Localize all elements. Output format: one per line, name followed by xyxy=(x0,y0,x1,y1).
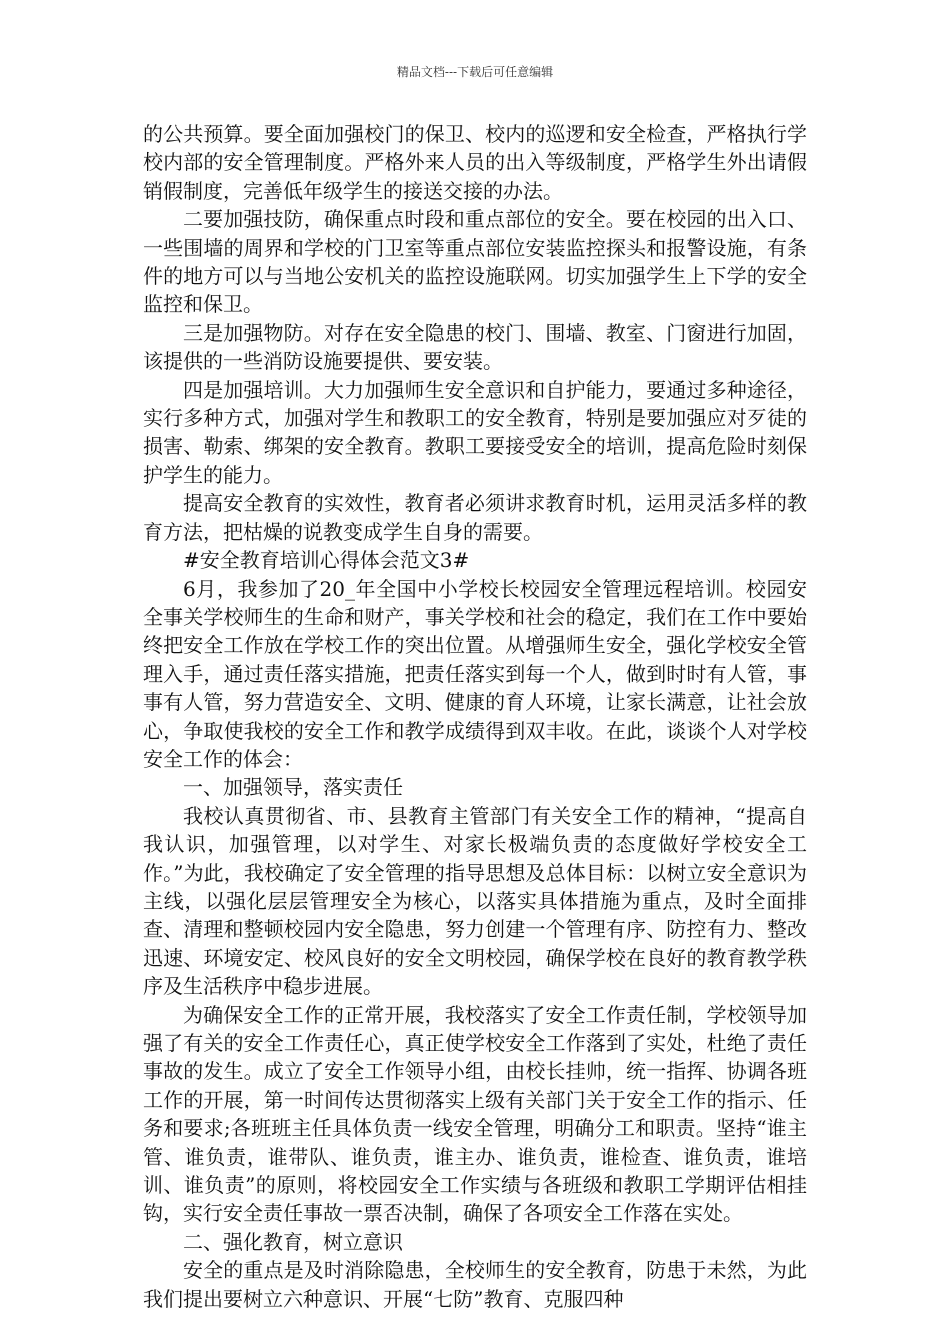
paragraph-guiding-ideology: 我校认真贯彻省、市、县教育主管部门有关安全工作的精神，“提高自我认识，加强管理，以对学生、对家长极端负责的态度做好学校安全工作。”为此，我校确定了安全管理的指导思想及总体目标：以树立安全意识为主线，以强化层层管理安全为核心，以落实具体措施为重点，及时全面排查、清理和整顿校园内安全隐患，努力创建一个管理有序、防控有力、整改迅速、环境安定、校风良好的安全文明校园，确保学校在良好的教育教学秩序及生活秩序中稳步进展。 xyxy=(143,803,807,999)
paragraph-education-effectiveness: 提高安全教育的实效性，教育者必须讲求教育时机，运用灵活多样的教育方法，把枯燥的说教变成学生自身的需要。 xyxy=(143,491,807,544)
subheading-education-awareness: 二、强化教育，树立意识 xyxy=(183,1229,403,1254)
document-body xyxy=(143,120,807,1313)
paragraph-hazard-elimination: 安全的重点是及时消除隐患，全校师生的安全教育，防患于未然，为此我们提出要树立六种意识、开展“七防”教育、克服四种 xyxy=(143,1258,807,1311)
paragraph-continued-budget: 的公共预算。要全面加强校门的保卫、校内的巡逻和安全检查，严格执行学校内部的安全管理制度。严格外来人员的出入等级制度，严格学生外出请假销假制度，完善低年级学生的接送交接的办法。 xyxy=(143,122,807,203)
paragraph-remote-training: 6月，我参加了20_年全国中小学校长校园安全管理远程培训。校园安全事关学校师生的生命和财产，事关学校和社会的稳定，我们在工作中要始终把安全工作放在学校工作的突出位置。从增强师生安全，强化学校安全管理入手，通过责任落实措施，把责任落实到每一个人，做到时时有人管，事事有人管，努力营造安全、文明、健康的育人环境，让家长满意，让社会放心，争取使我校的安全工作和教学成绩得到双丰收。在此，谈谈个人对学校安全工作的体会： xyxy=(143,576,807,771)
paragraph-responsibility-system: 为确保安全工作的正常开展，我校落实了安全工作责任制，学校领导加强了有关的安全工作责任心，真正使学校安全工作落到了实处，杜绝了责任事故的发生。成立了安全工作领导小组，由校长挂帅，统一指挥、协调各班工作的开展，第一时间传达贯彻落实上级有关部门关于安全工作的指示、任务和要求;各班班主任具体负责一线安全管理，明确分工和职责。坚持“谁主管、谁负责，谁带队、谁负责，谁主办、谁负责，谁检查、谁负责，谁培训、谁负责”的原则，将校园安全工作实绩与各班级和教职工学期评估相挂钩，实行安全责任事故一票否决制，确保了各项安全工作落在实处。 xyxy=(143,1002,807,1226)
paragraph-physical-defense: 三是加强物防。对存在安全隐患的校门、围墙、教室、门窗进行加固，该提供的一些消防设施要提供、要安装。 xyxy=(143,320,807,374)
paragraph-training: 四是加强培训。大力加强师生安全意识和自护能力，要通过多种途径，实行多种方式，加强对学生和教职工的安全教育，特别是要加强应对歹徒的损害、勒索、绑架的安全教育。教职工要接受安全的培训，提高危险时刻保护学生的能力。 xyxy=(143,377,807,487)
section-heading-sample-3: #安全教育培训心得体会范文3# xyxy=(183,548,470,573)
page-header: 精品文档---下载后可任意编辑 xyxy=(396,65,554,79)
paragraph-tech-defense: 二要加强技防，确保重点时段和重点部位的安全。要在校园的出入口、一些围墙的周界和学校的门卫室等重点部位安装监控探头和报警设施，有条件的地方可以与当地公安机关的监控设施联网。切实加强学生上下学的安全监控和保卫。 xyxy=(143,207,807,317)
subheading-leadership: 一、加强领导，落实责任 xyxy=(183,775,403,800)
